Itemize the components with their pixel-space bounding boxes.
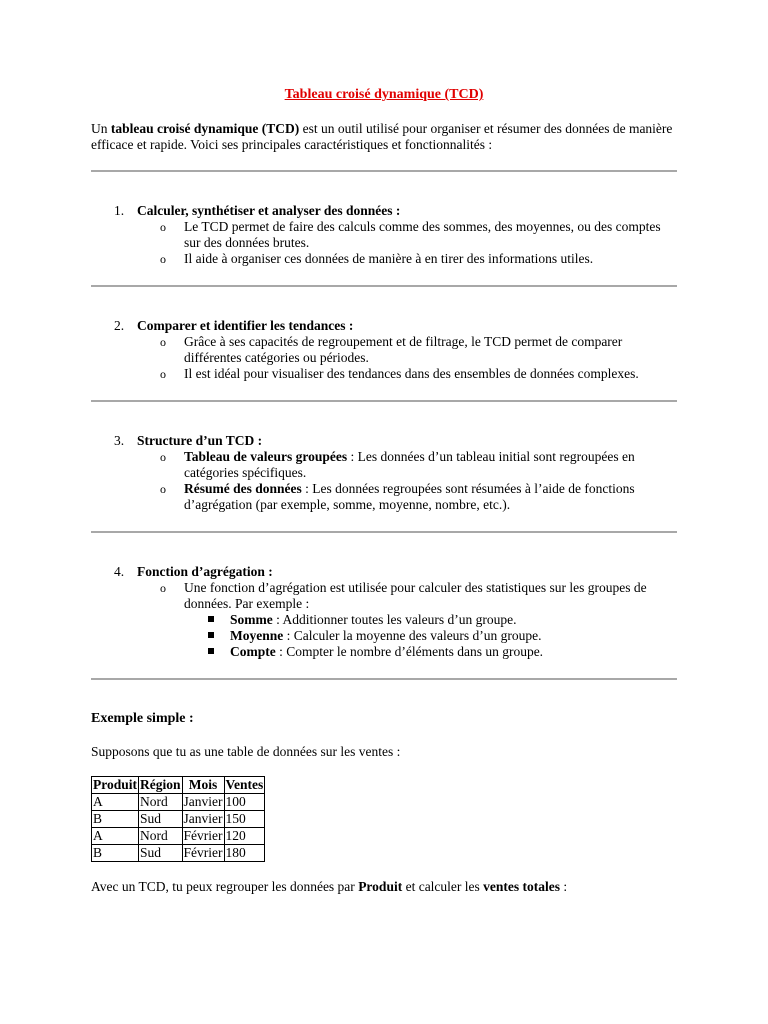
document-title: Tableau croisé dynamique (TCD) bbox=[284, 87, 484, 102]
conclusion-bold: Produit bbox=[358, 879, 403, 894]
conclusion-text: : bbox=[560, 879, 568, 894]
table-cell: A bbox=[92, 794, 139, 811]
example-lead: Supposons que tu as une table de données sur les ventes : bbox=[91, 744, 401, 759]
table-row bbox=[92, 828, 265, 845]
section-heading-text: Calculer, synthétiser et analyser des données : bbox=[137, 203, 401, 218]
list-item-text: Il est idéal pour visualiser des tendances dans des ensembles de données complexes. bbox=[184, 366, 639, 381]
nested-list-item bbox=[91, 612, 677, 628]
circle-bullet: o bbox=[160, 220, 166, 234]
section-number: 3. bbox=[114, 433, 125, 448]
nested-item-bold: Somme bbox=[230, 612, 273, 627]
section-heading-text: Fonction d’agrégation : bbox=[137, 564, 273, 579]
nested-item-bold: Moyenne bbox=[230, 628, 284, 643]
table-cell: Janvier bbox=[183, 794, 223, 809]
list-item-text: Grâce à ses capacités de regroupement et de filtrage, le TCD permet de comparer différentes catégories ou périodes. bbox=[184, 334, 623, 365]
nested-item-text: : Calculer la moyenne des valeurs d’un groupe. bbox=[283, 628, 542, 643]
table-cell: A bbox=[92, 828, 139, 845]
table-cell: Nord bbox=[139, 828, 183, 845]
section-1 bbox=[91, 203, 677, 267]
intro-paragraph bbox=[91, 121, 677, 153]
intro-text-start: Un bbox=[91, 121, 111, 136]
table-cell: Sud bbox=[139, 845, 183, 862]
table-cell: 180 bbox=[224, 845, 265, 862]
list-item-text: Il aide à organiser ces données de manière à en tirer des informations utiles. bbox=[184, 251, 594, 266]
square-bullet bbox=[208, 648, 214, 654]
table-cell: B bbox=[92, 845, 139, 862]
list-item-text: : Les données regroupées sont résumées à l’aide de fonctions d’agrégation (par exemple, somme, moyenne, nombre, etc.). bbox=[184, 481, 635, 512]
table-row bbox=[92, 794, 265, 811]
sales-table bbox=[91, 776, 265, 862]
section-heading bbox=[91, 318, 677, 334]
intro-bold-term: tableau croisé dynamique (TCD) bbox=[110, 121, 300, 136]
table-cell: Janvier bbox=[183, 811, 223, 826]
section-4 bbox=[91, 564, 677, 660]
section-heading-text: Structure d’un TCD : bbox=[137, 433, 263, 448]
list-item bbox=[91, 366, 677, 382]
square-bullet bbox=[208, 632, 214, 638]
table-cell: 100 bbox=[224, 794, 265, 811]
table-cell: Février bbox=[183, 828, 223, 843]
list-item-bold: Tableau de valeurs groupées bbox=[184, 449, 348, 464]
list-item bbox=[91, 251, 677, 267]
circle-bullet: o bbox=[160, 335, 166, 349]
table-header-cell: Région bbox=[140, 777, 181, 792]
section-number: 4. bbox=[114, 564, 125, 579]
table-header-row bbox=[92, 777, 265, 794]
section-2 bbox=[91, 318, 677, 382]
example-heading: Exemple simple : bbox=[91, 711, 194, 726]
section-heading bbox=[91, 564, 677, 580]
nested-item-bold: Compte bbox=[230, 644, 276, 659]
section-heading-text: Comparer et identifier les tendances : bbox=[137, 318, 354, 333]
table-cell: B bbox=[92, 811, 139, 828]
table-cell: Février bbox=[183, 845, 223, 860]
conclusion-text: et calculer les bbox=[402, 879, 484, 894]
table-cell: Nord bbox=[139, 794, 183, 811]
section-number: 1. bbox=[114, 203, 125, 218]
nested-item-text: : Additionner toutes les valeurs d’un groupe. bbox=[272, 612, 517, 627]
table-cell: 150 bbox=[224, 811, 265, 828]
list-item-text: Le TCD permet de faire des calculs comme des sommes, des moyennes, ou des comptes sur des données brutes. bbox=[184, 219, 661, 250]
nested-list-item bbox=[91, 628, 677, 644]
table-header-cell: Produit bbox=[93, 777, 138, 792]
table-cell: 120 bbox=[224, 828, 265, 845]
nested-list-item bbox=[91, 644, 677, 660]
example-conclusion bbox=[91, 879, 677, 895]
list-item bbox=[91, 580, 677, 612]
circle-bullet: o bbox=[160, 450, 166, 464]
square-bullet bbox=[208, 616, 214, 622]
list-item bbox=[91, 334, 677, 366]
nested-item-text: : Compter le nombre d’éléments dans un groupe. bbox=[275, 644, 544, 659]
section-heading bbox=[91, 433, 677, 449]
table-header-cell: Ventes bbox=[225, 777, 264, 792]
section-heading bbox=[91, 203, 677, 219]
circle-bullet: o bbox=[160, 252, 166, 266]
list-item bbox=[91, 219, 677, 251]
table-cell: Sud bbox=[139, 811, 183, 828]
table-row bbox=[92, 811, 265, 828]
list-item bbox=[91, 481, 677, 513]
section-3 bbox=[91, 433, 677, 513]
document-page bbox=[91, 86, 677, 895]
conclusion-text: Avec un TCD, tu peux regrouper les données par bbox=[91, 879, 359, 894]
list-item-text: Une fonction d’agrégation est utilisée pour calculer des statistiques sur les groupes de données. Par exemple : bbox=[184, 580, 647, 611]
section-number: 2. bbox=[114, 318, 125, 333]
intro-text-end: est un outil utilisé pour organiser et résumer des données de manière efficace et rapide. Voici ses principales caractéristiques et fonctionnalités : bbox=[91, 121, 673, 152]
list-item bbox=[91, 449, 677, 481]
conclusion-bold: ventes totales bbox=[483, 879, 561, 894]
table-row bbox=[92, 845, 265, 862]
list-item-text: : Les données d’un tableau initial sont regroupées en catégories spécifiques. bbox=[184, 449, 635, 480]
table-header-cell: Mois bbox=[182, 777, 224, 794]
circle-bullet: o bbox=[160, 482, 166, 496]
circle-bullet: o bbox=[160, 367, 166, 381]
list-item-bold: Résumé des données bbox=[184, 481, 302, 496]
circle-bullet: o bbox=[160, 581, 166, 595]
